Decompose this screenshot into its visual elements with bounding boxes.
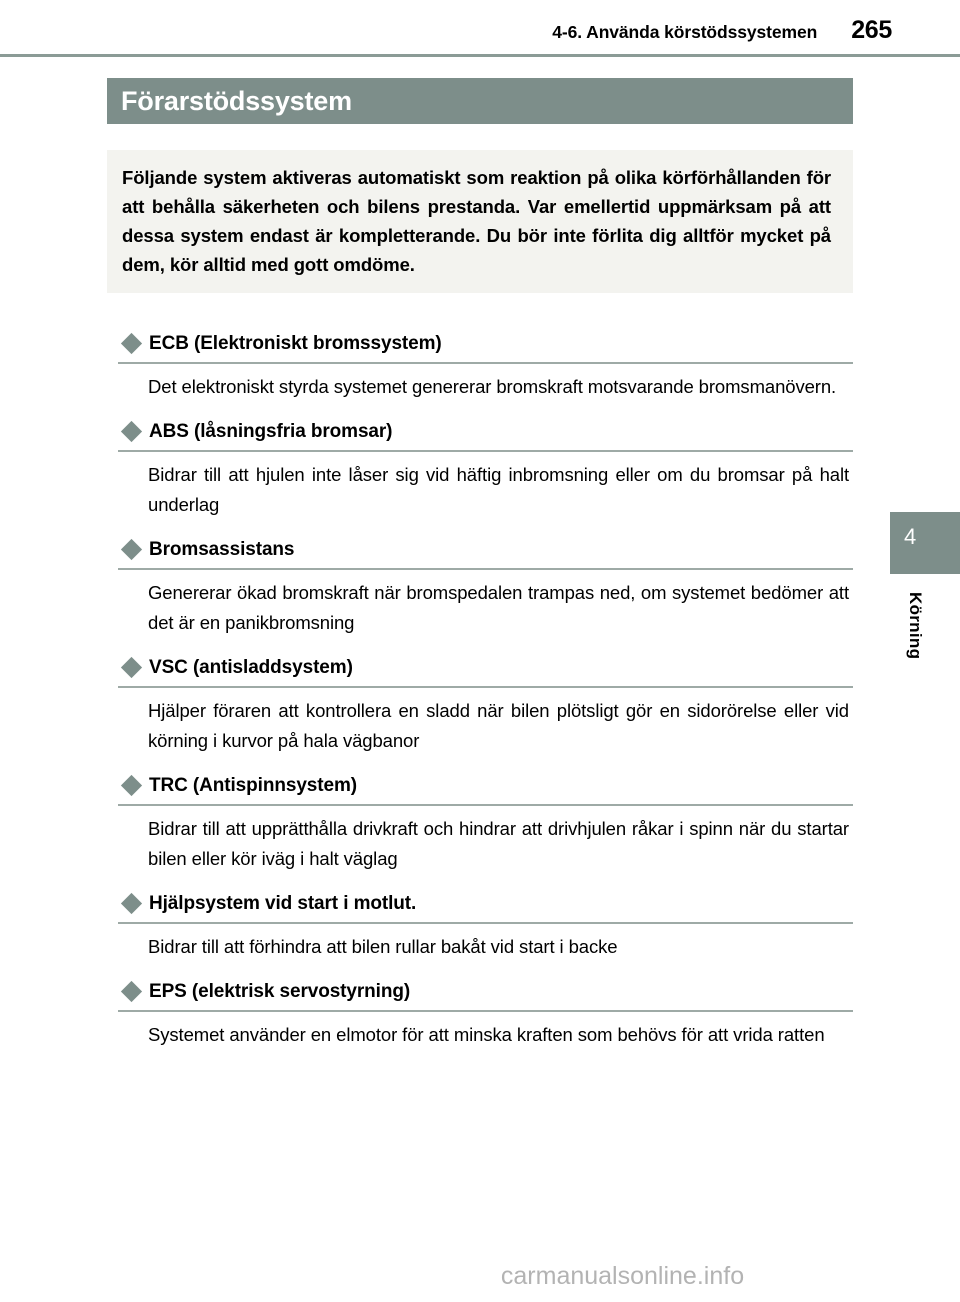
diamond-bullet-icon	[121, 333, 142, 354]
header-section-title: 4-6. Använda körstödssystemen	[552, 22, 818, 42]
entry-heading-label: EPS (elektrisk servostyrning)	[149, 981, 411, 1002]
entry-divider-rule	[118, 450, 853, 452]
entry-heading-label: ECB (Elektroniskt bromssystem)	[149, 333, 442, 354]
intro-callout-text: Följande system aktiveras automatiskt som reaktion på olika körförhållanden för att behålla säkerheten och bilens prestanda. Var emellertid uppmärksam på att dessa system endast är kompletterande. Du bör inte förlita dig alltför mycket på dem, kör alltid med gott omdöme.	[122, 167, 831, 275]
list-item	[107, 978, 853, 1050]
entry-heading-label: VSC (antisladdsystem)	[149, 657, 353, 678]
list-item	[107, 654, 853, 756]
entry-heading-label: TRC (Antispinnsystem)	[149, 775, 357, 796]
entry-body-text: Systemet använder en elmotor för att minska kraften som behövs för att vrida ratten	[148, 1024, 825, 1045]
diamond-bullet-icon	[121, 893, 142, 914]
header-divider-rule	[0, 54, 960, 57]
entry-heading-row	[107, 654, 853, 681]
entry-heading-label: Hjälpsystem vid start i motlut.	[149, 893, 417, 914]
entry-heading-row	[107, 772, 853, 799]
entry-body-text: Bidrar till att hjulen inte låser sig vid häftig inbromsning eller om du bromsar på halt underlag	[148, 464, 849, 515]
chapter-tab	[890, 512, 960, 574]
watermark-text: carmanualsonline.info	[500, 1262, 745, 1290]
entry-body-text: Genererar ökad bromskraft när bromspedalen trampas ned, om systemet bedömer att det är en panikbromsning	[148, 582, 849, 633]
header-inner	[552, 16, 892, 45]
diamond-bullet-icon	[121, 657, 142, 678]
diamond-bullet-icon	[121, 981, 142, 1002]
diamond-bullet-icon	[121, 421, 142, 442]
entry-heading-label: ABS (låsningsfria bromsar)	[149, 421, 393, 442]
entry-heading-row	[107, 536, 853, 563]
entry-divider-rule	[118, 686, 853, 688]
section-title-banner	[107, 78, 853, 124]
chapter-number: 4	[904, 524, 917, 549]
page-header	[0, 0, 960, 56]
list-item	[107, 418, 853, 520]
system-list	[107, 330, 853, 1066]
entry-heading-label: Bromsassistans	[149, 539, 295, 560]
entry-divider-rule	[118, 922, 853, 924]
chapter-label: Körning	[906, 592, 925, 660]
list-item	[107, 536, 853, 638]
entry-divider-rule	[118, 1010, 853, 1012]
intro-callout-box	[107, 150, 853, 293]
list-item	[107, 772, 853, 874]
page-number: 265	[851, 16, 892, 44]
list-item	[107, 890, 853, 962]
entry-heading-row	[107, 330, 853, 357]
entry-divider-rule	[118, 362, 853, 364]
entry-body-text: Bidrar till att upprätthålla drivkraft och hindrar att drivhjulen råkar i spinn när du startar bilen eller kör iväg i halt väglag	[148, 818, 849, 869]
entry-heading-row	[107, 978, 853, 1005]
entry-body-text: Hjälper föraren att kontrollera en sladd när bilen plötsligt gör en sidorörelse eller vid körning i kurvor på hala vägbanor	[148, 700, 849, 751]
diamond-bullet-icon	[121, 775, 142, 796]
entry-heading-row	[107, 418, 853, 445]
diamond-bullet-icon	[121, 539, 142, 560]
entry-divider-rule	[118, 568, 853, 570]
entry-divider-rule	[118, 804, 853, 806]
list-item	[107, 330, 853, 402]
entry-body-text: Det elektroniskt styrda systemet genererar bromskraft motsvarande bromsmanövern.	[148, 376, 837, 397]
entry-heading-row	[107, 890, 853, 917]
page-title: Förarstödssystem	[121, 85, 352, 116]
entry-body-text: Bidrar till att förhindra att bilen rullar bakåt vid start i backe	[148, 936, 618, 957]
